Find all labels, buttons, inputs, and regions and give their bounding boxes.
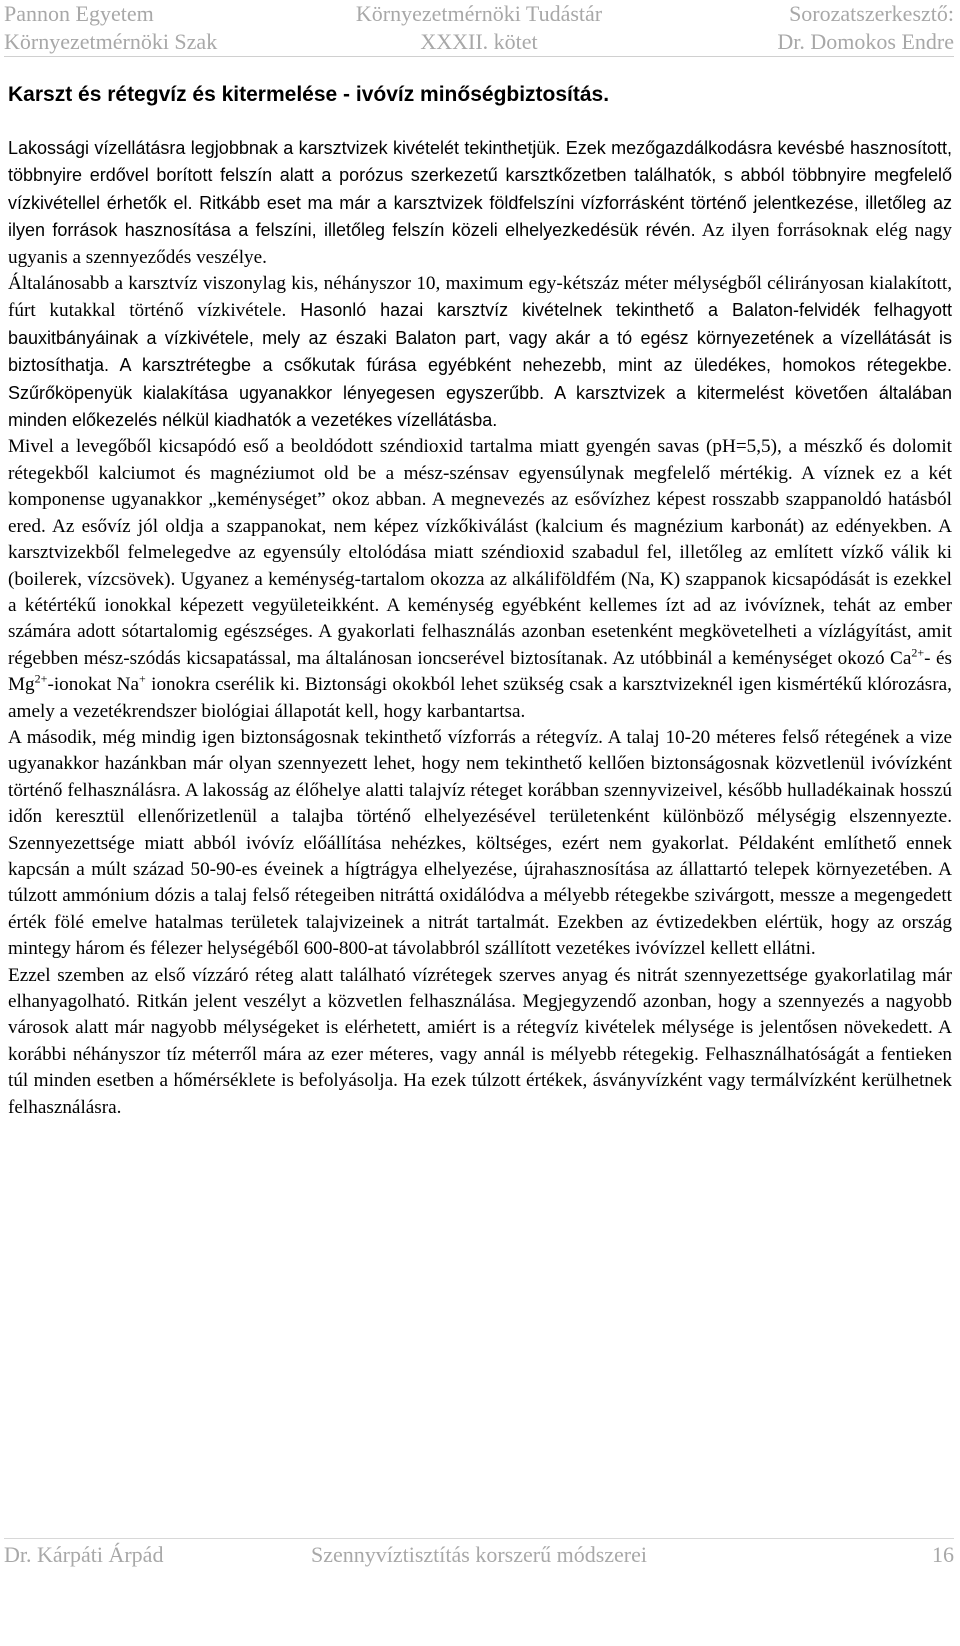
header-editor: [777, 0, 954, 56]
header-program: Környezetmérnöki Szak: [4, 29, 218, 54]
paragraph-text: Az ilyen forrásoknak elég nagy ugyanis a szennyeződés veszélye.: [8, 220, 952, 268]
paragraph-karst-wells: [8, 271, 952, 434]
paragraph-text: A víznek ez a két komponense ugyanakkor „keménységet” okoz abban. A megnevezés az esővízhez képest rosszabb szappanoldó hatásból ered. Az esővíz jól oldja a szappanokat, nem képez vízkőkiválást (kalcium és magnézium karbonát) az edényekben. A karsztvizekből felmelegedve az egyensúly eltolódása miatt széndioxid szabadul fel, illetőleg az említett vízkő válik ki (boilerek, vízcsövek). Ugyanez a keménység-tartalom okozza az alkáliföldfém (Na, K) szappanok kicsapódását is ezekkel a kétértékű ionokkal képezett vegyületeikként. A keménység egyébként kellemes ízt ad az ivóvíznek, tehát az ember számára adott sótartalomig egészséges. A gyakorlati felhasználás azonban esetenként megkövetelheti a vízlágyítást, amit régebben mész-szódás kicsapatással, ma általánosan ioncserével biztosítanak. Az utóbbinál a keménységet okozó Ca: [8, 462, 952, 669]
header-volume: XXXII. kötet: [420, 29, 538, 54]
paragraph-text: - és Mg: [8, 647, 952, 696]
paragraph-water-hardness: [8, 434, 952, 724]
page-footer: [4, 1541, 954, 1571]
footer-author: Dr. Kárpáti Árpád: [4, 1542, 164, 1567]
superscript: +: [139, 671, 146, 686]
paragraph-text: -ionokat Na: [47, 674, 140, 696]
footer-divider: [4, 1538, 954, 1539]
paragraph-text: Lakossági vízellátásra legjobbnak a karsztvizek kivételét tekinthetjük. Ezek mezőgazdálkodásra kevésbé hasznosított, többnyire erdővel borított felszín alatt a porózus szerkezetű karsztkőzetben találhatók, s abból többnyire megfelelő vízkivétellel érhetők el. Ritkább eset ma már a karsztvizek földfelszíni vízforrásként történő jelentkezése, illetőleg az ilyen források hasznosítása a felszíni, illetőleg felszín közeli elhelyezkedésük révén.: [8, 138, 952, 241]
paragraph-karst-water: [8, 135, 952, 271]
paragraph-text: Hasonló hazai karsztvíz kivételnek tekinthető a Balaton-felvidék felhagyott bauxitbányáinak a vízkivétele, mely az északi Balaton part, vagy akár a tó egész környezetének a vízellátását is biztosíthatja. A karsztrétegbe a csőkutak fúrása egyébként nehezebb, mint az üledékes, homokos rétegekbe. Szűrőköpenyük kialakítása ugyanakkor lényegesen egyszerűbb. A karsztvizek a kitermelést követően általában minden előkezelés nélkül kiadhatók a vezetékes vízellátásba.: [8, 300, 952, 431]
superscript: 2+: [911, 645, 925, 660]
paragraph-deep-strata: Ezzel szemben az első vízzáró réteg alatt található vízrétegek szerves anyag és nitrát szennyezettsége gyakorlatilag már elhanyagolható. Ritkán jelent veszélyt a közvetlen felhasználása. Megjegyzendő azonban, hogy a szennyezés a nagyobb városok alatt már nagyobb mélységeket is elérhetett, amiért is a rétegvíz kivételek mélysége is jelentősen növekedett. A korábbi néhányszor tíz méterről mára az ezer méteres, vagy annál is mélyebb rétegekig. Felhasználhatóságát a fentieken túl minden esetben a hőmérséklete is befolyásolja. Ha ezek túlzott értékek, ásványvízként vagy termálvízként kerülhetnek felhasználásra.: [8, 964, 952, 1118]
page-number: 16: [932, 1542, 954, 1567]
page-header: [4, 0, 954, 56]
footer-book-title: Szennyvíztisztítás korszerű módszerei: [310, 1542, 647, 1567]
paragraph-text: ionokra cserélik ki. Biztonsági okokból lehet szükség csak a karsztvizeknél igen kismértékű klórozásra, amely a vezetékrendszer biológiai állapotát kell, hogy karbantartsa.: [8, 674, 952, 722]
section-title: Karszt és rétegvíz és kitermelése - ivóvíz minőségbiztosítás.: [8, 83, 610, 106]
body-text: [8, 135, 952, 1121]
header-series-title: Környezetmérnöki Tudástár: [355, 1, 603, 26]
superscript: 2+: [34, 671, 48, 686]
header-university: Pannon Egyetem: [4, 1, 154, 26]
header-divider: [4, 56, 954, 57]
header-editor-name: Dr. Domokos Endre: [777, 29, 954, 54]
header-editor-label: Sorozatszerkesztő:: [789, 1, 954, 26]
paragraph-stratum-water: A második, még mindig igen biztonságosnak tekinthető vízforrás a rétegvíz. A talaj 10-20 méteres felső rétegének a vize ugyanakkor hazánkban már olyan szennyezett lehet, hogy nem tekinthető kellően biztonságosnak közvetlenül ivóvízként történő felhasználásra. A lakosság az élőhelye alatti talajvíz réteget korábban szennyvizeivel, később hulladékainak hosszú időn keresztül ellenőrizetlenül a talajba történő elhelyezésével területenként különböző mélységig elszennyezte. Szennyezettsége miatt abból ivóvíz előállítása nehézkes, költséges, ezért nem gyakorlat. Példaként említhető ennek kapcsán a múlt század 50-90-es éveinek a hígtrágya elhelyezése, újrahasznosítása az állattartó telepek környezetében. A túlzott ammónium dózis a talaj felső rétegeiben nitráttá oxidálódva a mélyebb rétegekbe szivárgott, messze a megengedett érték fölé emelve hatalmas területek talajvizeinek a nitrát tartalmát. Ezekben az évtizedekben elértük, hogy az ország mintegy három és félezer helységéből 600-800-at távolabbról szállított vezetékes ivóvízzel kellett ellátni.: [8, 726, 952, 960]
paragraph-text: Általánosabb a karsztvíz viszonylag kis, néhányszor 10, maximum egy-kétszáz méter mélységből célirányosan kialakított, fúrt kutakkal történő vízkivétele.: [8, 273, 952, 322]
paragraph-text: Mivel a levegőből kicsapódó eső a beoldódott széndioxid tartalma miatt gyengén savas (pH=5,5), a mészkő és dolomit rétegekből kalciumot és magnéziumot old be a mész-szénsav egyensúlynak megfelelő mértékig.: [8, 436, 952, 484]
